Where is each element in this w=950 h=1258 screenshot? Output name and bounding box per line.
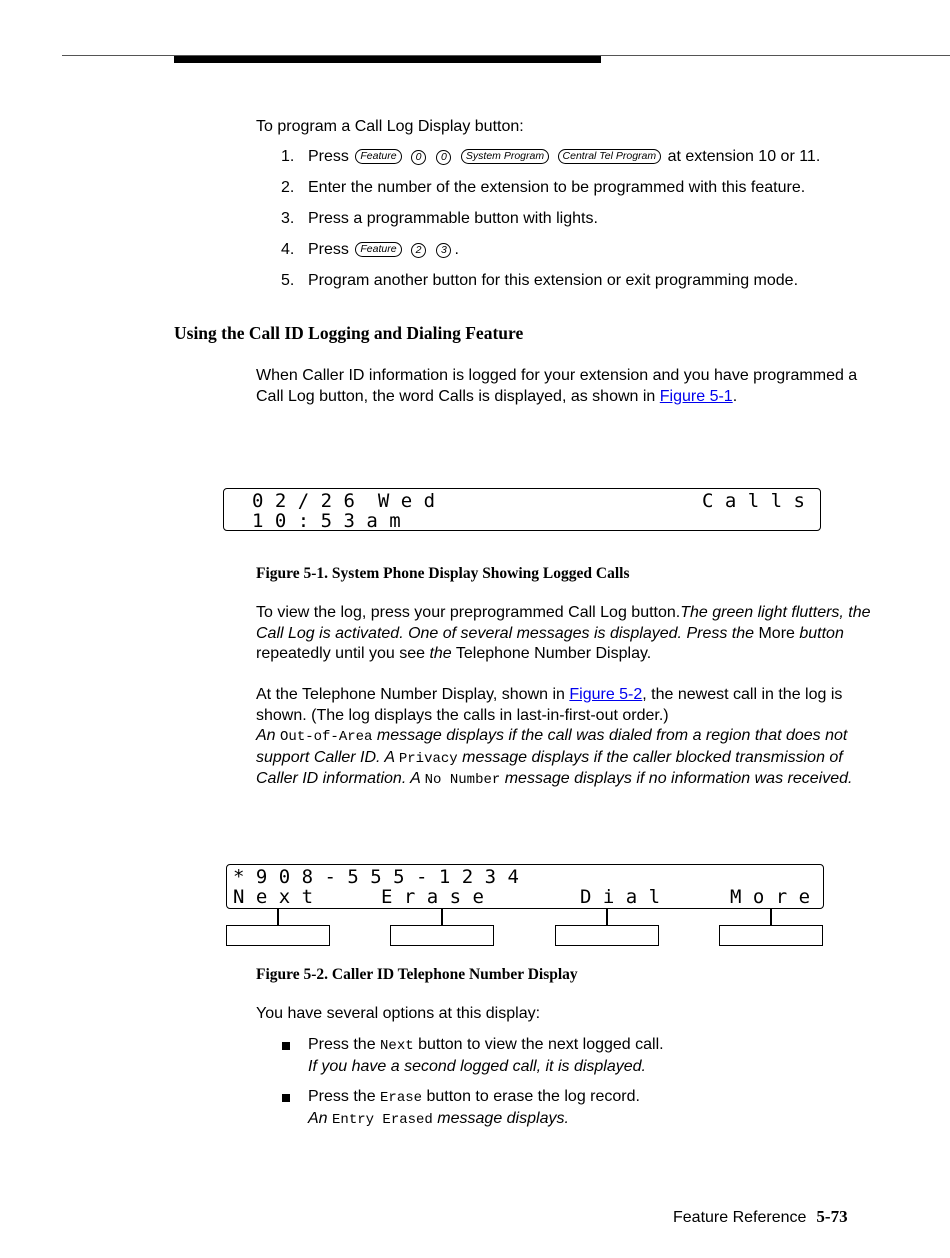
figure-5-2-caption: Figure 5-2. Caller ID Telephone Number Display: [256, 966, 578, 983]
option-erase: Press the Erase button to erase the log record. An Entry Erased message displays.: [308, 1088, 640, 1128]
step-text: Enter the number of the extension to be programmed with this feature.: [308, 179, 806, 196]
page-footer: [673, 1207, 848, 1227]
display-soft-erase: E r a s e: [381, 886, 484, 908]
display-date: 0 2 / 2 6 W e d: [252, 490, 436, 512]
paragraph-telephone-display: At the Telephone Number Display, shown in Figure 5-2, the newest call in the log is shown. (The log displays the calls in last-in-first-out order.) An Out-of-Area message displays if the call was dialed from a region that does not support Caller ID. A Privacy message displays if the caller blocked transmission of Caller ID information. A No Number message displays if no information was received.: [256, 686, 853, 788]
softkey-connector: [770, 908, 772, 925]
display-soft-more: M o r e: [730, 886, 811, 908]
figure-5-1-caption: Figure 5-1. System Phone Display Showing Logged Calls: [256, 565, 630, 582]
step-number: 4.: [281, 241, 295, 258]
feature-key: Feature: [355, 149, 401, 164]
section-heading: Using the Call ID Logging and Dialing Feature: [174, 323, 524, 343]
step-number: 5.: [281, 272, 295, 289]
footer-title: Feature Reference: [673, 1209, 807, 1226]
display-calls: C a l l s: [702, 490, 805, 512]
step-number: 2.: [281, 179, 295, 196]
bullet-marker: [282, 1094, 290, 1102]
options-intro: You have several options at this display:: [256, 1005, 541, 1022]
step-text: Program another button for this extension or exit programming mode.: [308, 272, 799, 289]
softkey-connector: [441, 908, 443, 925]
feature-key: Feature: [355, 242, 401, 257]
softkey-connector: [606, 908, 608, 925]
dial-softkey: [555, 925, 659, 946]
intro-text: To program a Call Log Display button:: [256, 118, 524, 135]
bullet-marker: [282, 1042, 290, 1050]
softkey-connector: [277, 908, 279, 925]
next-softkey: [226, 925, 330, 946]
header-bar: [174, 56, 601, 63]
step-number: 3.: [281, 210, 295, 227]
more-softkey: [719, 925, 823, 946]
option-next: Press the Next button to view the next logged call. If you have a second logged call, it is displayed.: [308, 1036, 664, 1075]
phone-display-telephone-number: [226, 864, 824, 909]
display-soft-dial: D i a l: [580, 886, 661, 908]
zero-key: 0: [411, 150, 426, 165]
paragraph-calls: When Caller ID information is logged for your extension and you have programmed a Call Log button, the word Calls is displayed, as shown in Figure 5-1.: [256, 367, 858, 405]
step-number: 1.: [281, 148, 295, 165]
phone-display-logged-calls: [223, 488, 821, 531]
step-text: Press Feature 0 0 System Program Central Tel Program at extension 10 or 11.: [308, 148, 821, 165]
two-key: 2: [411, 243, 426, 258]
step-text: Press Feature 2 3 .: [308, 241, 459, 258]
system-program-key: System Program: [461, 149, 549, 164]
figure-5-2-link[interactable]: Figure 5-2: [569, 686, 643, 703]
figure-5-1-link[interactable]: Figure 5-1: [659, 387, 733, 405]
display-soft-next: N e x t: [233, 886, 314, 908]
paragraph-view-log: To view the log, press your preprogrammed Call Log button.The green light flutters, the Call Log is activated. One of several messages is displayed. Press the More button repeatedly until you see the Telephone Number Display.: [256, 604, 871, 662]
display-phone-number: * 9 0 8 - 5 5 5 - 1 2 3 4: [233, 866, 519, 888]
three-key: 3: [436, 243, 451, 258]
page-number: 5-73: [816, 1207, 848, 1226]
step-text: Press a programmable button with lights.: [308, 210, 598, 227]
central-tel-program-key: Central Tel Program: [558, 149, 662, 164]
erase-softkey: [390, 925, 494, 946]
display-time: 1 0 : 5 3 a m: [252, 510, 401, 532]
zero-key: 0: [436, 150, 451, 165]
